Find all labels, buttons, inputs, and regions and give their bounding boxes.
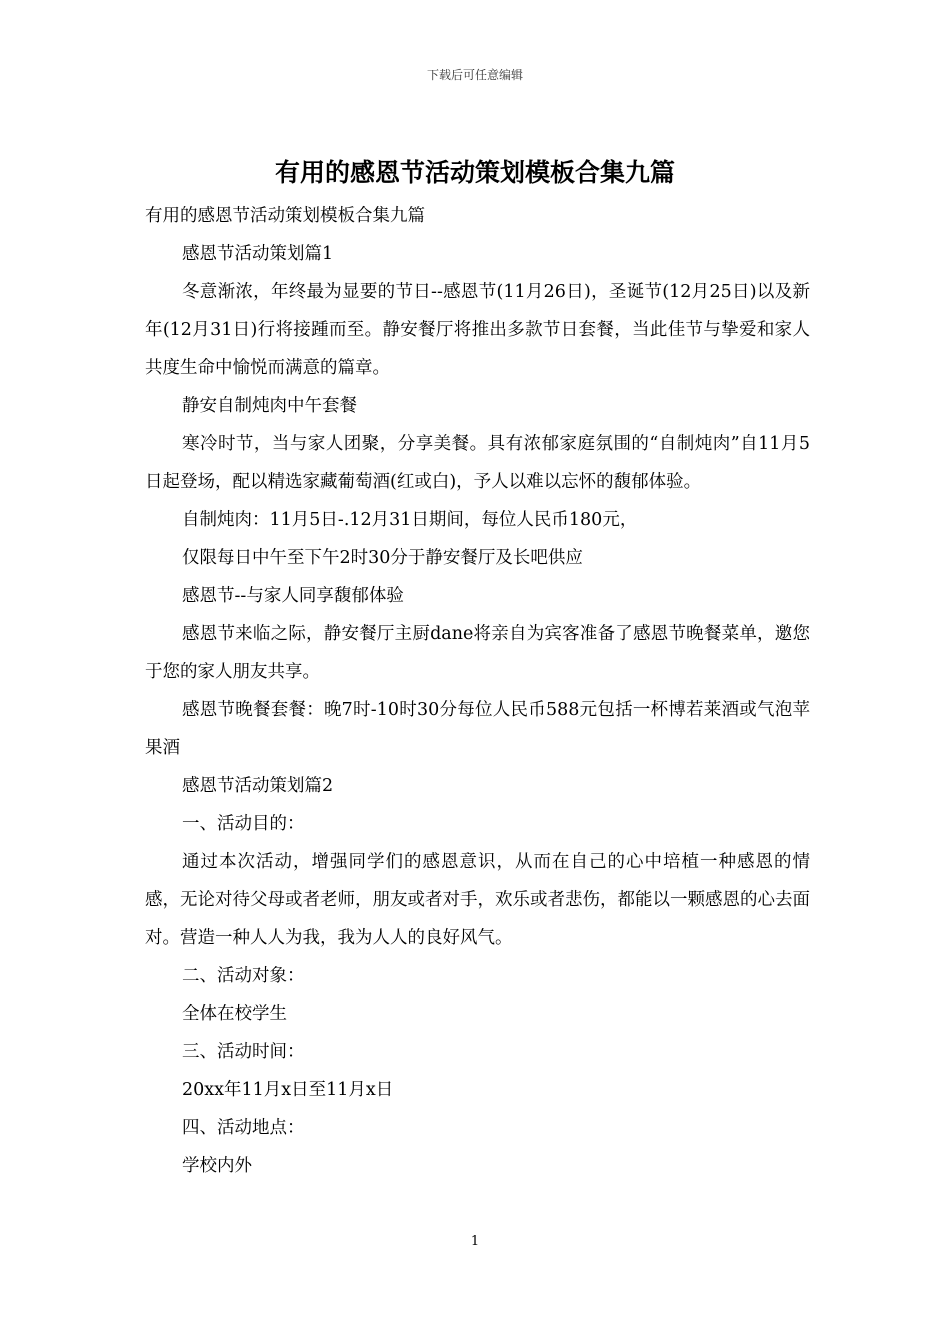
document-body bbox=[145, 197, 810, 1185]
document-title: 有用的感恩节活动策划模板合集九篇 bbox=[274, 158, 675, 187]
paragraph: 感恩节来临之际，静安餐厅主厨dane将亲自为宾客准备了感恩节晚餐菜单，邀您于您的家人朋友共享。 bbox=[145, 624, 810, 682]
paragraph: 通过本次活动，增强同学们的感恩意识，从而在自己的心中培植一种感恩的情感，无论对待父母或者老师，朋友或者对手，欢乐或者悲伤，都能以一颗感恩的心去面对。营造一种人人为我，我为人人的良好风气。 bbox=[145, 852, 810, 948]
paragraph: 自制炖肉：11月5日-.12月31日期间，每位人民币180元， bbox=[182, 510, 638, 530]
paragraph: 全体在校学生 bbox=[182, 1004, 287, 1024]
paragraph: 有用的感恩节活动策划模板合集九篇 bbox=[145, 206, 425, 226]
paragraph: 感恩节--与家人同享馥郁体验 bbox=[182, 586, 404, 606]
paragraph: 20xx年11月x日至11月x日 bbox=[182, 1080, 394, 1100]
paragraph: 三、活动时间： bbox=[182, 1042, 305, 1062]
paragraph: 四、活动地点： bbox=[182, 1118, 305, 1138]
paragraph: 静安自制炖肉中午套餐 bbox=[182, 396, 357, 416]
paragraph: 二、活动对象： bbox=[182, 966, 305, 986]
paragraph: 冬意渐浓，年终最为显要的节日--感恩节(11月26日)，圣诞节(12月25日)以及新年(12月31日)行将接踵而至。静安餐厅将推出多款节日套餐，当此佳节与挚爱和家人共度生命中愉悦而满意的篇章。 bbox=[145, 282, 810, 378]
paragraph: 一、活动目的： bbox=[182, 814, 305, 834]
paragraph: 寒冷时节，当与家人团聚，分享美餐。具有浓郁家庭氛围的“自制炖肉”自11月5日起登场，配以精选家藏葡萄酒(红或白)，予人以难以忘怀的馥郁体验。 bbox=[145, 434, 810, 492]
section-heading: 感恩节活动策划篇2 bbox=[182, 776, 334, 796]
paragraph: 学校内外 bbox=[182, 1156, 252, 1176]
page-number: 1 bbox=[470, 1234, 480, 1249]
header-note: 下载后可任意编辑 bbox=[426, 68, 523, 82]
paragraph: 仅限每日中午至下午2时30分于静安餐厅及长吧供应 bbox=[182, 548, 583, 568]
paragraph: 感恩节晚餐套餐：晚7时-10时30分每位人民币588元包括一杯博若莱酒或气泡苹果酒 bbox=[145, 700, 810, 758]
section-heading: 感恩节活动策划篇1 bbox=[182, 244, 334, 264]
